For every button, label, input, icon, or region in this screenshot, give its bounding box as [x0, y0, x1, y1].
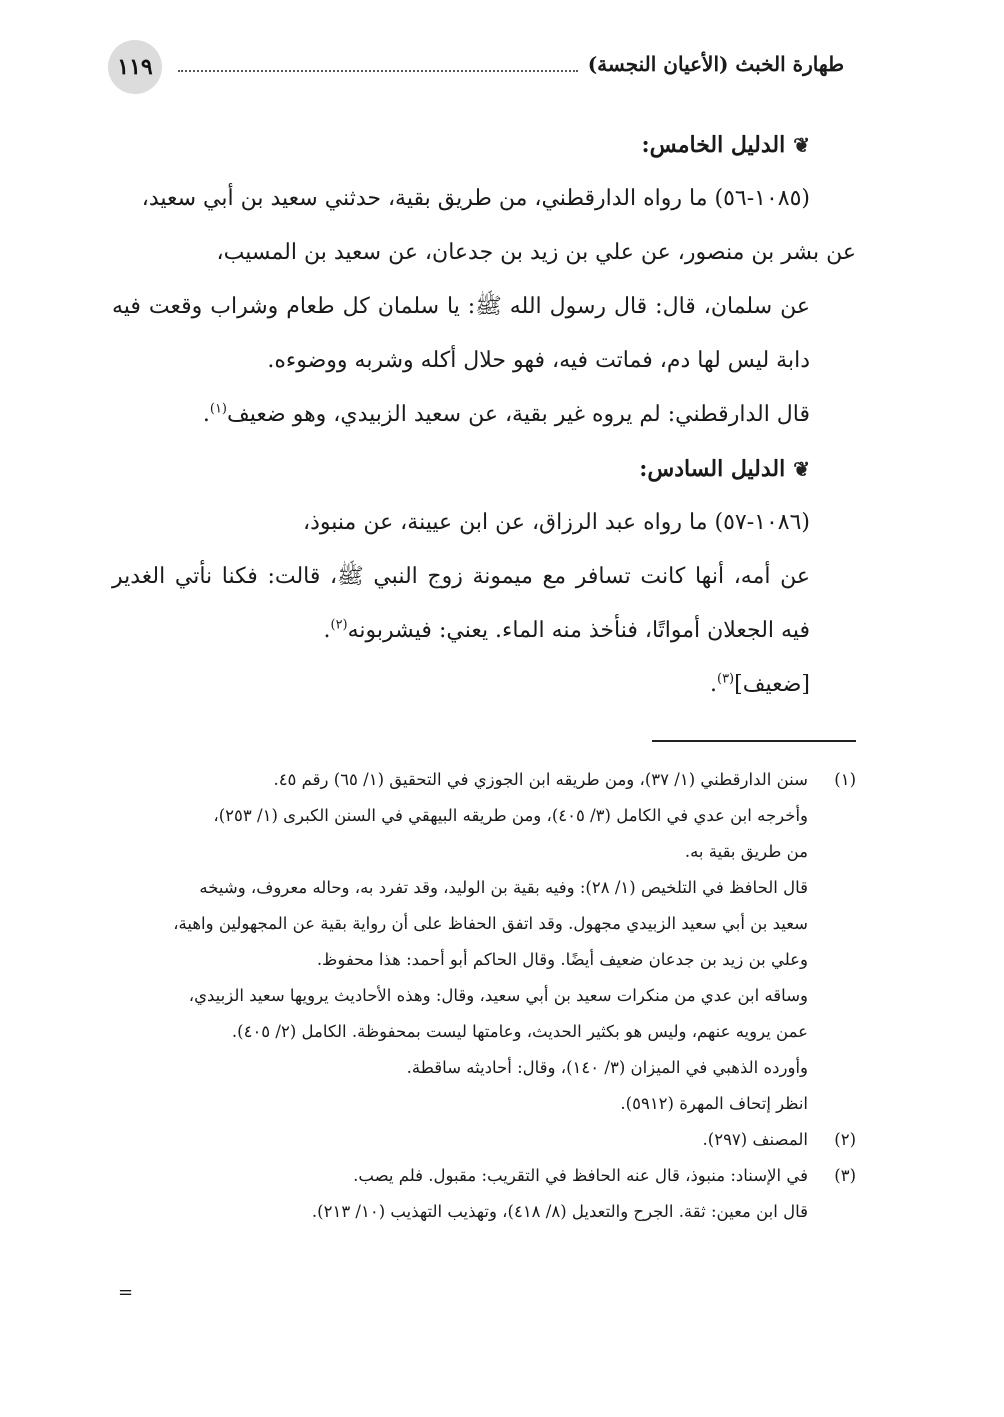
hadith-1-matn: عن سلمان، قال: قال رسول الله ﷺ: يا سلمان كل طعام وشراب وقعت فيه دابة ليس لها دم، فماتت فيه، فهو حلال أكله وشربه ووضوءه.	[112, 294, 810, 373]
footnote-line: وأخرجه ابن عدي في الكامل (٣/ ٤٠٥)، ومن طريقه البيهقي في السنن الكبرى (١/ ٢٥٣)،	[213, 806, 808, 825]
footnote-number: (٣)	[834, 1166, 856, 1185]
footnote-1	[112, 762, 856, 1122]
footnote-line: من طريق بقية به.	[684, 842, 808, 861]
hadith-2-grade: [ضعيف]$^{(٣)}$.	[709, 671, 810, 697]
leaf-ornament-icon: ❦	[793, 457, 810, 481]
footnote-line: سنن الدارقطني (١/ ٣٧)، ومن طريقه ابن الجوزي في التحقيق (١/ ٦٥) رقم ٤٥.	[273, 770, 808, 789]
running-title-text: طهارة الخبث (الأعيان النجسة)	[587, 52, 844, 76]
footnote-3	[112, 1158, 856, 1230]
footnote-separator	[652, 740, 856, 742]
footnote-ref-2[interactable]: (٢)	[330, 617, 348, 633]
footnote-2	[112, 1122, 856, 1158]
footnote-line: سعيد بن أبي سعيد الزبيدي مجهول. وقد اتفق الحفاظ على أن رواية بقية عن المجهولين واهية،	[173, 914, 808, 933]
footnote-line: انظر إتحاف المهرة (٥٩١٢).	[620, 1094, 808, 1113]
dotted-leader	[178, 56, 578, 72]
hadith-2-matn: عن أمه، أنها كانت تسافر مع ميمونة زوج النبي ﷺ، قالت: فكنا نأتي الغدير فيه الجعلان أمواتًا، فنأخذ منه الماء. يعني: فيشربونه$^{(٢)}$.	[112, 564, 811, 643]
page-header	[108, 40, 844, 98]
continuation-mark: =	[118, 1282, 134, 1303]
footnote-line: عمن يرويه عنهم، وليس هو بكثير الحديث، وعامتها ليست بمحفوظة. الكامل (٢/ ٤٠٥).	[231, 1022, 808, 1041]
footnote-ref-3[interactable]: (٣)	[716, 671, 735, 687]
main-text	[112, 118, 856, 712]
footnote-number: (١)	[834, 770, 856, 789]
footnote-line: قال ابن معين: ثقة. الجرح والتعديل (٨/ ٤١٨)، وتهذيب التهذيب (١٠/ ٢١٣).	[311, 1202, 808, 1221]
footnote-line: في الإسناد: منبوذ، قال عنه الحافظ في التقريب: مقبول. فلم يصب.	[353, 1166, 808, 1185]
hadith-1-isnad-line-1: (١٠٨٥-٥٦) ما رواه الدارقطني، من طريق بقية، حدثني سعيد بن أبي سعيد،	[141, 186, 810, 211]
footnote-line: قال الحافظ في التلخيص (١/ ٢٨): وفيه بقية بن الوليد، وقد تفرد به، وحاله معروف، وشيخه	[199, 878, 808, 897]
footnote-line: وساقه ابن عدي من منكرات سعيد بن أبي سعيد، وقال: وهذه الأحاديث يرويها سعيد الزبيدي،	[188, 986, 808, 1005]
footnote-line: المصنف (٢٩٧).	[702, 1130, 808, 1149]
footnote-ref-1[interactable]: (١)	[209, 401, 227, 417]
heading-evidence-5: ❦الدليل الخامس:	[641, 132, 810, 158]
hadith-1-isnad-line-2: عن بشر بن منصور، عن علي بن زيد بن جدعان، عن سعيد بن المسيب،	[216, 240, 856, 265]
hadith-2-isnad: (١٠٨٦-٥٧) ما رواه عبد الرزاق، عن ابن عيينة، عن منبوذ،	[303, 510, 810, 535]
page-number: ١١٩	[108, 40, 162, 94]
footnote-line: وعلي بن زيد بن جدعان ضعيف أيضًا. وقال الحاكم أبو أحمد: هذا محفوظ.	[316, 950, 808, 969]
footnotes	[112, 762, 856, 1230]
running-title	[178, 52, 844, 76]
heading-evidence-6: ❦الدليل السادس:	[639, 456, 810, 482]
footnote-line: وأورده الذهبي في الميزان (٣/ ١٤٠)، وقال: أحاديثه ساقطة.	[406, 1058, 808, 1077]
leaf-ornament-icon: ❦	[793, 133, 810, 157]
daraqutni-comment: قال الدارقطني: لم يروه غير بقية، عن سعيد الزبيدي، وهو ضعيف$^{(١)}$.	[202, 401, 810, 427]
footnote-number: (٢)	[834, 1130, 856, 1149]
